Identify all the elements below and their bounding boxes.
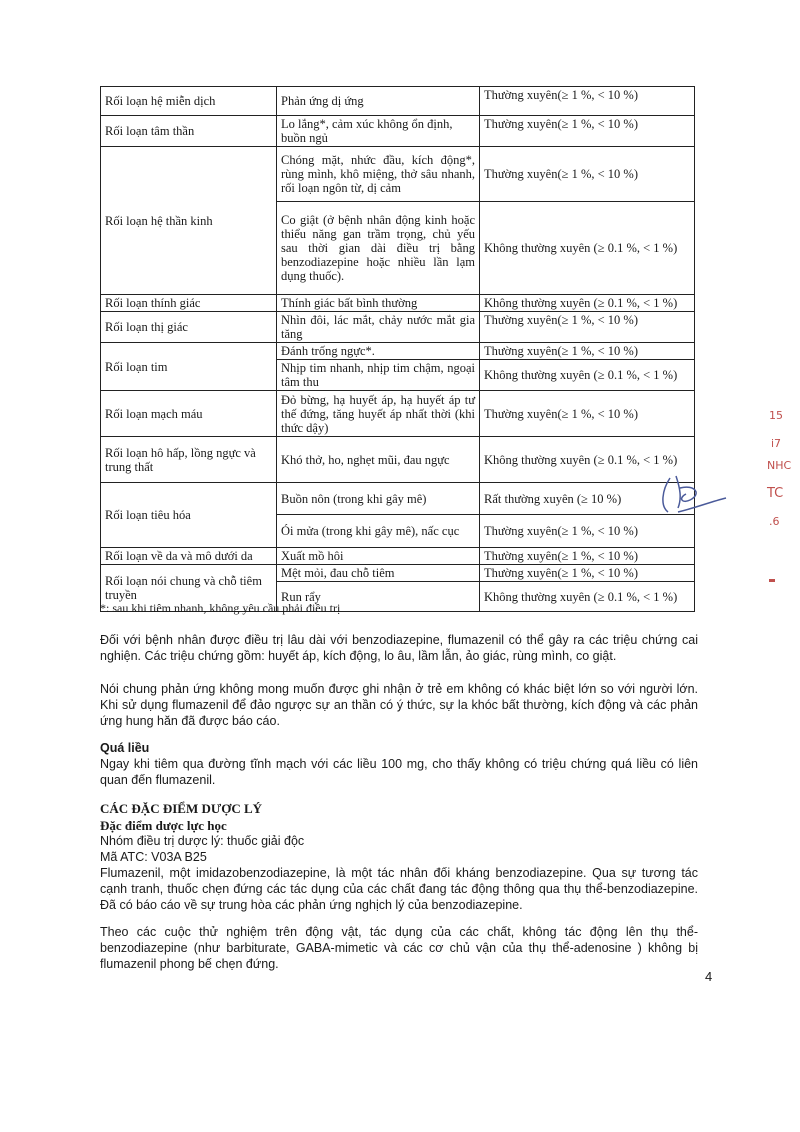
subsection-heading: Đặc điểm dược lực học [100, 818, 227, 833]
frequency-cell: Thường xuyên(≥ 1 %, < 10 %) [480, 391, 695, 437]
reaction-cell: Đỏ bừng, hạ huyết áp, hạ huyết áp tư thế đứng, tăng huyết áp nhất thời (khi thức dậy) [277, 391, 480, 437]
frequency-cell: Thường xuyên(≥ 1 %, < 10 %) [480, 565, 695, 582]
frequency-cell: Thường xuyên(≥ 1 %, < 10 %) [480, 116, 695, 147]
frequency-cell: Rất thường xuyên (≥ 10 %) [480, 483, 695, 515]
reaction-cell: Nhịp tim nhanh, nhịp tim chậm, ngoại tâm thu [277, 360, 480, 391]
organ-cell: Rối loạn hệ thần kinh [101, 147, 277, 295]
svg-text:TC: TC [767, 486, 784, 501]
organ-cell: Rối loạn thính giác [101, 295, 277, 312]
table-row [101, 437, 695, 483]
table-row [101, 548, 695, 565]
reaction-cell: Chóng mặt, nhức đầu, kích động*, rùng mình, khô miệng, thở sâu nhanh, rối loạn ngôn từ, dị cảm [277, 147, 480, 202]
svg-text:15: 15 [769, 409, 783, 422]
frequency-cell: Thường xuyên(≥ 1 %, < 10 %) [480, 548, 695, 565]
overdose-paragraph: Ngay khi tiêm qua đường tĩnh mạch với các liều 100 mg, cho thấy không có triệu chứng quá liều có liên quan đến flumazenil. [100, 757, 698, 787]
adverse-effects-table [100, 86, 695, 612]
children-paragraph: Nói chung phản ứng không mong muốn được ghi nhận ở trẻ em không có khác biệt lớn so với người lớn. Khi sử dụng flumazenil để đảo ngược sự an thần có ý thức, sự la khóc bất thường, kích động và các phản ứng hung hăn đã được báo cáo. [100, 682, 698, 728]
frequency-cell: Thường xuyên(≥ 1 %, < 10 %) [480, 312, 695, 343]
overdose-heading: Quá liều [100, 741, 150, 755]
frequency-cell: Thường xuyên(≥ 1 %, < 10 %) [480, 87, 695, 116]
organ-cell: Rối loạn tim [101, 343, 277, 391]
organ-cell: Rối loạn mạch máu [101, 391, 277, 437]
table-row [101, 312, 695, 343]
reaction-cell: Run rẩy [277, 582, 480, 612]
therapeutic-group: Nhóm điều trị dược lý: thuốc giải độc [100, 834, 305, 848]
table-row [101, 343, 695, 360]
frequency-cell: Không thường xuyên (≥ 0.1 %, < 1 %) [480, 360, 695, 391]
organ-cell: Rối loạn thị giác [101, 312, 277, 343]
animal-studies-paragraph: Theo các cuộc thử nghiệm trên động vật, tác dụng của các chất, không tác động lên thụ thể-benzodiazepine (như barbiturate, GABA-mimetic và các cơ chủ vận của thụ thể-adenosine ) không bị flumazenil phong bế chẹn đứng. [100, 925, 698, 971]
reaction-cell: Thính giác bất bình thường [277, 295, 480, 312]
svg-text:.6: .6 [769, 515, 780, 528]
reaction-cell: Đánh trống ngực*. [277, 343, 480, 360]
organ-cell: Rối loạn về da và mô dưới da [101, 548, 277, 565]
atc-code: Mã ATC: V03A B25 [100, 850, 207, 864]
table-row [101, 116, 695, 147]
frequency-cell: Không thường xuyên (≥ 0.1 %, < 1 %) [480, 295, 695, 312]
page-number: 4 [705, 969, 713, 984]
edge-stamp-fragment [765, 405, 800, 585]
table-row [101, 391, 695, 437]
withdrawal-paragraph: Đối với bệnh nhân được điều trị lâu dài với benzodiazepine, flumazenil có thể gây ra các triệu chứng cai nghiện. Các triệu chứng gồm: huyết áp, kích động, lo âu, lầm lẫn, ảo giác, rùng mình, co giật. [100, 633, 698, 663]
reaction-cell: Khó thở, ho, nghẹt mũi, đau ngực [277, 437, 480, 483]
organ-cell: Rối loạn hô hấp, lồng ngực và trung thất [101, 437, 277, 483]
frequency-cell: Không thường xuyên (≥ 0.1 %, < 1 %) [480, 202, 695, 295]
svg-text:NHC: NHC [767, 459, 792, 472]
frequency-cell: Không thường xuyên (≥ 0.1 %, < 1 %) [480, 582, 695, 612]
reaction-cell: Xuất mồ hôi [277, 548, 480, 565]
table-row [101, 295, 695, 312]
reaction-cell: Lo lắng*, cảm xúc không ổn định, buồn ngủ [277, 116, 480, 147]
reaction-cell: Nhìn đôi, lác mắt, chảy nước mắt gia tăng [277, 312, 480, 343]
reaction-cell: Buồn nôn (trong khi gây mê) [277, 483, 480, 515]
reaction-cell: Ói mửa (trong khi gây mê), nấc cục [277, 515, 480, 548]
section-heading: CÁC ĐẶC ĐIỂM DƯỢC LÝ [100, 801, 263, 816]
frequency-cell: Thường xuyên(≥ 1 %, < 10 %) [480, 147, 695, 202]
pharmacodynamics-paragraph: Flumazenil, một imidazobenzodiazepine, là một tác nhân đối kháng benzodiazepine. Qua sự tương tác cạnh tranh, thuốc chẹn đứng các tác dụng của các chất đang tác động thông qua thụ thể-benzodiazepine. Đã có báo cáo về sự trung hòa các phản ứng nghịch lý của benzodiazepine. [100, 866, 698, 912]
organ-cell: Rối loạn tâm thần [101, 116, 277, 147]
frequency-cell: Thường xuyên(≥ 1 %, < 10 %) [480, 515, 695, 548]
reaction-cell: Co giật (ở bệnh nhân động kinh hoặc thiểu năng gan trầm trọng, chủ yếu sau thời gian dài điều trị bằng benzodiazepine hoặc nhiều lần lạm dụng thuốc). [277, 202, 480, 295]
table-row [101, 147, 695, 202]
table-row [101, 87, 695, 116]
frequency-cell: Không thường xuyên (≥ 0.1 %, < 1 %) [480, 437, 695, 483]
table-row [101, 565, 695, 582]
reaction-cell: Phản ứng dị ứng [277, 87, 480, 116]
organ-cell: Rối loạn nói chung và chỗ tiêm truyền [101, 565, 277, 612]
frequency-cell: Thường xuyên(≥ 1 %, < 10 %) [480, 343, 695, 360]
organ-cell: Rối loạn tiêu hóa [101, 483, 277, 548]
svg-text:i7: i7 [771, 437, 782, 450]
handwritten-signature [640, 468, 730, 520]
organ-cell: Rối loạn hệ miễn dịch [101, 87, 277, 116]
table-footnote: *: sau khi tiêm nhanh, không yêu cầu phải điều trị [100, 601, 341, 615]
reaction-cell: Mệt mỏi, đau chỗ tiêm [277, 565, 480, 582]
table-row [101, 483, 695, 515]
